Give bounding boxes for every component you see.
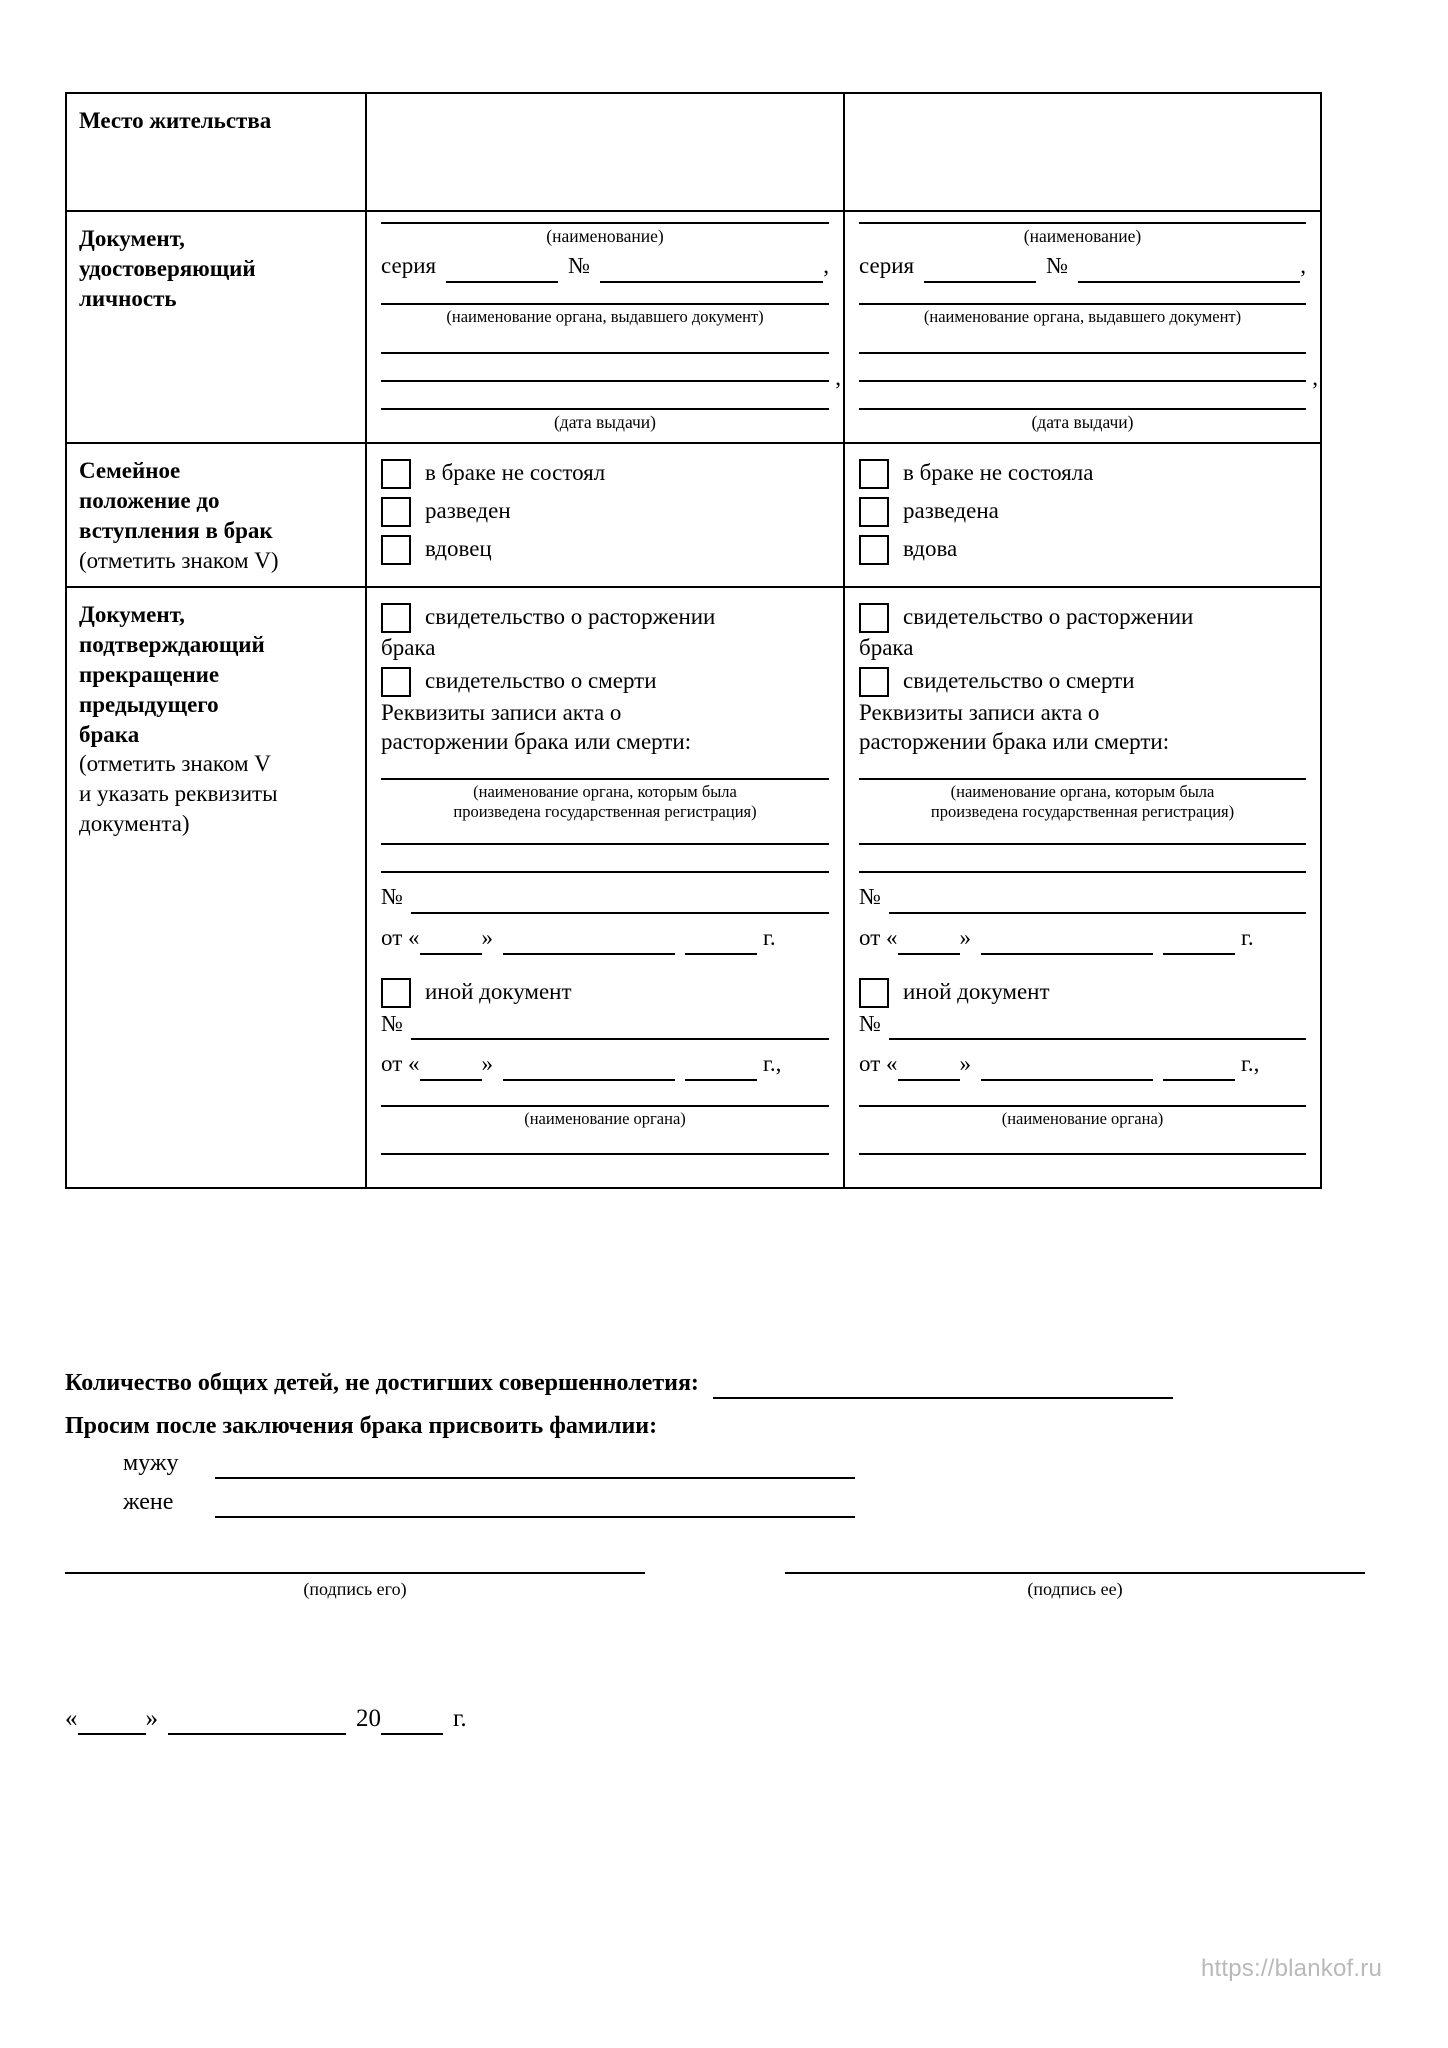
bride-signature-line[interactable] (785, 1572, 1365, 1574)
submission-month-input[interactable] (168, 1711, 346, 1735)
prior-marriage-groom-cell (366, 587, 844, 1188)
prior-marriage-organ-caption-bride: (наименование органа) (1001, 1109, 1164, 1129)
identity-number-symbol-bride: № (1046, 253, 1069, 279)
marital-status-label-line2: положение до (79, 488, 220, 514)
bride-signature-caption: (подпись ее) (1027, 1579, 1123, 1599)
identity-name-line-bride[interactable] (859, 222, 1306, 224)
marital-status-label-note: (отметить знаком V) (79, 548, 279, 574)
residence-label: Место жительства (79, 108, 272, 133)
prior-marriage-record-date-quote-groom: » (481, 924, 493, 950)
prior-marriage-organ-line-groom[interactable] (381, 1105, 829, 1107)
prior-marriage-other-number-row-bride (859, 1010, 1306, 1041)
prior-marriage-other-date-row-groom (381, 1050, 829, 1081)
prior-marriage-other-date-quote-groom: » (481, 1051, 493, 1077)
prior-marriage-option-label: свидетельство о расторжении (903, 604, 1194, 630)
prior-marriage-registrar-line-bride[interactable] (859, 778, 1306, 780)
marital-status-option-bride-never-married[interactable] (859, 458, 1306, 489)
husband-surname-row (65, 1450, 1365, 1479)
prior-marriage-label-note-line2: и указать реквизиты (79, 781, 278, 807)
identity-document-label-cell (66, 211, 366, 443)
identity-issuer-line3-bride[interactable] (859, 364, 1318, 390)
wife-surname-label: жене (123, 1489, 174, 1515)
prior-marriage-record-number-row-groom (381, 883, 829, 914)
prior-marriage-record-year-suffix-bride: г. (1241, 924, 1254, 950)
prior-marriage-option-groom-death-certificate[interactable] (381, 666, 829, 697)
identity-document-label-line1: Документ, (79, 226, 185, 251)
submission-date-row (65, 1705, 467, 1735)
prior-marriage-label-line4: предыдущего (79, 691, 219, 717)
identity-name-caption-groom: (наименование) (546, 226, 664, 246)
children-count-input[interactable] (713, 1375, 1173, 1399)
prior-marriage-record-details-bride-line1: Реквизиты записи акта о (859, 700, 1100, 726)
identity-issue-date-caption-groom: (дата выдачи) (553, 412, 657, 433)
husband-surname-label: мужу (123, 1450, 179, 1476)
residence-label-cell (66, 93, 366, 211)
checkbox-icon[interactable] (381, 535, 411, 565)
prior-marriage-option-groom-divorce-certificate[interactable] (381, 602, 829, 633)
husband-surname-input[interactable] (215, 1455, 855, 1479)
prior-marriage-record-date-row-groom (381, 924, 829, 955)
applicant-details-table (65, 92, 1322, 1189)
marital-status-option-groom-never-married[interactable] (381, 458, 829, 489)
identity-series-input-bride[interactable] (924, 259, 1036, 283)
marital-status-groom-cell (366, 443, 844, 587)
checkbox-icon[interactable] (859, 459, 889, 489)
prior-marriage-option-groom-other-document[interactable] (381, 977, 829, 1008)
identity-issue-date-caption-bride: (дата выдачи) (1031, 412, 1134, 433)
prior-marriage-label-note-line3: документа) (79, 811, 190, 837)
residence-groom-cell[interactable] (366, 93, 844, 211)
prior-marriage-registrar-caption-groom-line1: (наименование органа, которым была (473, 782, 737, 802)
table-row-marital-status (66, 443, 1321, 587)
prior-marriage-option-groom-divorce-certificate-line2: брака (381, 635, 436, 661)
prior-marriage-option-label: иной документ (425, 978, 572, 1004)
marital-status-option-groom-divorced[interactable] (381, 496, 829, 527)
checkbox-icon[interactable] (381, 603, 411, 633)
prior-marriage-registrar-caption-groom-line2: произведена государственная регистрация) (453, 801, 757, 821)
prior-marriage-other-day-input-groom[interactable] (420, 1057, 482, 1081)
prior-marriage-other-number-symbol-groom: № (381, 1010, 403, 1036)
prior-marriage-record-month-input-bride[interactable] (981, 931, 1153, 955)
prior-marriage-record-details-groom-line2: расторжении брака или смерти: (381, 729, 692, 755)
prior-marriage-label-cell (66, 587, 366, 1188)
bride-signature-block (785, 1572, 1365, 1600)
prior-marriage-record-number-symbol-bride: № (859, 884, 881, 910)
identity-issuer-caption-groom: (наименование органа, выдавшего документ) (446, 306, 764, 326)
identity-number-symbol-groom: № (568, 253, 591, 279)
prior-marriage-record-year-input-bride[interactable] (1163, 931, 1235, 955)
identity-number-input-groom[interactable] (600, 259, 823, 283)
prior-marriage-record-number-row-bride (859, 883, 1306, 914)
prior-marriage-record-date-row-bride (859, 924, 1306, 955)
submission-year-prefix: 20 (356, 1705, 381, 1732)
prior-marriage-record-year-suffix-groom: г. (763, 924, 776, 950)
wife-surname-row (65, 1489, 1365, 1518)
prior-marriage-label-line1: Документ, (79, 602, 185, 628)
prior-marriage-label-line5: брака (79, 721, 140, 747)
prior-marriage-bride-cell (844, 587, 1321, 1188)
identity-document-label-line2: удостоверяющий (79, 255, 256, 281)
checkbox-icon[interactable] (381, 978, 411, 1008)
checkbox-icon[interactable] (859, 497, 889, 527)
identity-series-number-row-groom (381, 252, 829, 283)
marital-status-bride-cell (844, 443, 1321, 587)
signatures-block (65, 1572, 1365, 1600)
identity-document-groom-cell (366, 211, 844, 443)
prior-marriage-other-year-suffix-groom: г., (763, 1051, 782, 1077)
marital-status-option-bride-widow[interactable] (859, 534, 1306, 565)
prior-marriage-record-number-input-bride[interactable] (889, 890, 1306, 914)
marital-status-option-label: разведен (425, 498, 511, 524)
checkbox-icon[interactable] (381, 497, 411, 527)
checkbox-icon[interactable] (381, 667, 411, 697)
marital-status-option-bride-divorced[interactable] (859, 496, 1306, 527)
prior-marriage-other-year-suffix-bride: г., (1241, 1051, 1260, 1077)
table-row-prior-marriage-document (66, 587, 1321, 1188)
prior-marriage-registrar-caption-bride-line1: (наименование органа, которым была (950, 782, 1215, 802)
prior-marriage-other-number-symbol-bride: № (859, 1010, 881, 1036)
prior-marriage-other-number-row-groom (381, 1010, 829, 1041)
prior-marriage-organ-caption-groom: (наименование органа) (524, 1109, 686, 1129)
submission-year-input[interactable] (381, 1711, 443, 1735)
identity-series-label-bride: серия (859, 253, 915, 279)
prior-marriage-record-day-input-bride[interactable] (898, 931, 960, 955)
prior-marriage-label-note-line1: (отметить знаком V (79, 751, 271, 777)
identity-name-caption-bride: (наименование) (1023, 226, 1142, 246)
identity-issuer-caption-bride: (наименование органа, выдавшего документ) (923, 306, 1242, 326)
submission-date-quote-close: » (145, 1705, 158, 1732)
prior-marriage-option-bride-divorce-certificate-line2: брака (859, 635, 914, 661)
prior-marriage-record-number-input-groom[interactable] (411, 890, 829, 914)
prior-marriage-record-date-quote-bride: » (959, 924, 971, 950)
identity-document-label-line3: личность (79, 285, 177, 311)
residence-bride-cell[interactable] (844, 93, 1321, 211)
identity-issue-date-line-groom[interactable] (381, 408, 829, 410)
checkbox-icon[interactable] (859, 535, 889, 565)
identity-issuer-line3-groom[interactable] (381, 364, 841, 390)
submission-year-suffix: г. (453, 1705, 467, 1732)
prior-marriage-record-date-prefix-groom: от « (381, 924, 420, 950)
marital-status-label-line1: Семейное (79, 458, 181, 484)
identity-series-label-groom: серия (381, 253, 437, 279)
prior-marriage-option-label: свидетельство о смерти (903, 668, 1135, 694)
groom-signature-line[interactable] (65, 1572, 645, 1574)
submission-date-quote-open: « (65, 1705, 78, 1732)
prior-marriage-label-line3: прекращение (79, 661, 220, 687)
prior-marriage-other-year-input-groom[interactable] (685, 1057, 757, 1081)
marital-status-option-label: разведена (903, 498, 999, 524)
prior-marriage-other-date-quote-bride: » (959, 1051, 971, 1077)
prior-marriage-record-month-input-groom[interactable] (503, 931, 675, 955)
prior-marriage-record-details-bride-line2: расторжении брака или смерти: (859, 729, 1170, 755)
prior-marriage-other-number-input-groom[interactable] (411, 1016, 829, 1040)
checkbox-icon[interactable] (859, 603, 889, 633)
prior-marriage-other-year-input-bride[interactable] (1163, 1057, 1235, 1081)
identity-issuer-comma-groom: , (835, 364, 841, 390)
prior-marriage-other-date-prefix-groom: от « (381, 1051, 420, 1077)
prior-marriage-option-label: свидетельство о смерти (425, 668, 657, 694)
prior-marriage-option-label: иной документ (903, 978, 1050, 1004)
identity-issuer-line-bride[interactable] (859, 303, 1306, 305)
marital-status-option-label: в браке не состоял (425, 460, 606, 486)
prior-marriage-other-month-input-bride[interactable] (981, 1057, 1153, 1081)
prior-marriage-organ-line-bride[interactable] (859, 1105, 1306, 1107)
children-count-row (65, 1370, 1365, 1399)
prior-marriage-other-number-input-bride[interactable] (889, 1016, 1306, 1040)
prior-marriage-other-month-input-groom[interactable] (503, 1057, 675, 1081)
marital-status-option-groom-widower[interactable] (381, 534, 829, 565)
groom-signature-caption: (подпись его) (303, 1579, 407, 1599)
wife-surname-input[interactable] (215, 1494, 855, 1518)
groom-signature-block (65, 1572, 645, 1600)
table-row-residence (66, 93, 1321, 211)
prior-marriage-record-details-groom-line1: Реквизиты записи акта о (381, 700, 622, 726)
prior-marriage-registrar-line3-bride[interactable] (859, 871, 1306, 873)
prior-marriage-registrar-caption-bride-line2: произведена государственная регистрация) (930, 801, 1235, 821)
identity-name-line-groom[interactable] (381, 222, 829, 224)
prior-marriage-option-bride-death-certificate[interactable] (859, 666, 1306, 697)
prior-marriage-record-year-input-groom[interactable] (685, 931, 757, 955)
prior-marriage-other-date-row-bride (859, 1050, 1306, 1081)
prior-marriage-other-day-input-bride[interactable] (898, 1057, 960, 1081)
identity-issue-date-line-bride[interactable] (859, 408, 1306, 410)
prior-marriage-option-label: свидетельство о расторжении (425, 604, 716, 630)
prior-marriage-registrar-line-groom[interactable] (381, 778, 829, 780)
identity-number-input-bride[interactable] (1078, 259, 1300, 283)
site-watermark: https://blankof.ru (1200, 1955, 1382, 1982)
marital-status-label-cell (66, 443, 366, 587)
prior-marriage-record-date-prefix-bride: от « (859, 924, 898, 950)
identity-number-comma-bride: , (1300, 253, 1306, 279)
table-row-identity-document (66, 211, 1321, 443)
children-count-label: Количество общих детей, не достигших совершеннолетия: (65, 1370, 699, 1396)
marital-status-option-label: вдова (903, 536, 958, 562)
prior-marriage-option-bride-divorce-certificate[interactable] (859, 602, 1306, 633)
footer-block (65, 1370, 1365, 1518)
identity-issuer-line-groom[interactable] (381, 303, 829, 305)
prior-marriage-registrar-line3-groom[interactable] (381, 871, 829, 873)
marital-status-option-label: вдовец (425, 536, 492, 562)
checkbox-icon[interactable] (859, 667, 889, 697)
marital-status-label-line3: вступления в брак (79, 518, 273, 544)
prior-marriage-record-day-input-groom[interactable] (420, 931, 482, 955)
identity-document-bride-cell (844, 211, 1321, 443)
prior-marriage-record-number-symbol-groom: № (381, 884, 403, 910)
checkbox-icon[interactable] (381, 459, 411, 489)
identity-number-comma-groom: , (823, 253, 829, 279)
prior-marriage-option-bride-other-document[interactable] (859, 977, 1306, 1008)
checkbox-icon[interactable] (859, 978, 889, 1008)
identity-series-input-groom[interactable] (446, 259, 558, 283)
submission-day-input[interactable] (78, 1711, 146, 1735)
prior-marriage-label-line2: подтверждающий (79, 631, 265, 657)
assign-surnames-title: Просим после заключения брака присвоить фамилии: (65, 1413, 658, 1439)
prior-marriage-other-date-prefix-bride: от « (859, 1051, 898, 1077)
identity-series-number-row-bride (859, 252, 1306, 283)
marital-status-option-label: в браке не состояла (903, 460, 1094, 486)
identity-issuer-comma-bride: , (1312, 364, 1318, 390)
